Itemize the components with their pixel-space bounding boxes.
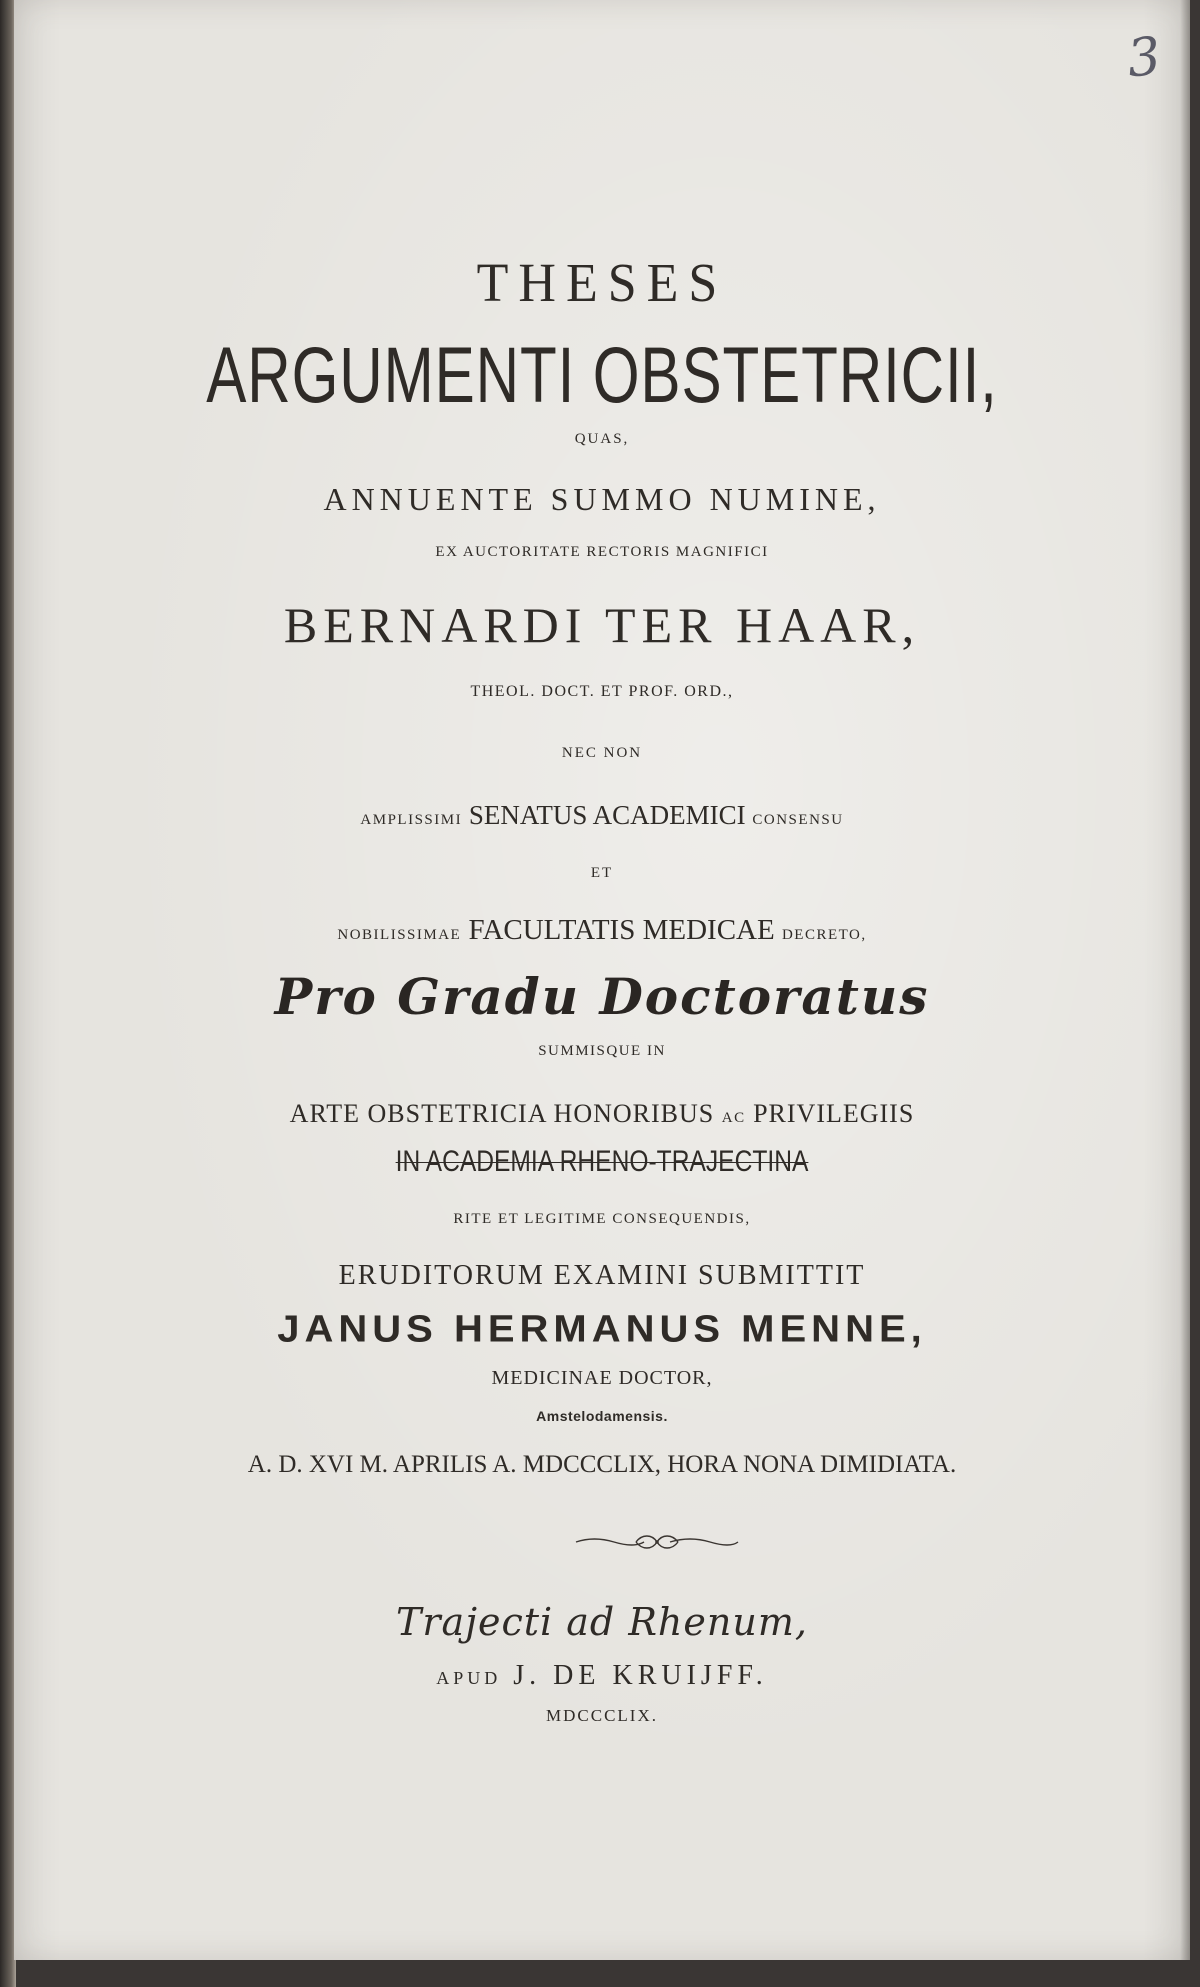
text-consensu: CONSENSU [752, 812, 844, 828]
handwritten-page-number: 3 [1124, 26, 1164, 90]
text-pro-gradu-doctoratus: Pro Gradu Doctoratus [274, 967, 930, 1026]
text-amplissimi: AMPLISSIMI [360, 812, 463, 828]
rector-title: THEOL. DOCT. ET PROF. ORD., [470, 683, 734, 700]
text-facultatis-decreto [14, 916, 1190, 945]
ornament-divider [574, 1532, 740, 1552]
title-theses: THESES [476, 253, 728, 314]
text-nobilissimae: NOBILISSIMAE [337, 927, 462, 943]
imprint-year: MDCCCLIX. [546, 1706, 658, 1725]
author-title: MEDICINAE DOCTOR, [491, 1367, 713, 1389]
defense-date: A. D. XVI M. APRILIS A. MDCCCLIX, HORA NONA DIMIDIATA. [247, 1451, 957, 1478]
imprint-publisher-line [14, 1662, 1190, 1690]
imprint-apud: APUD [436, 1668, 502, 1688]
author-name: JANUS HERMANUS MENNE, [277, 1308, 927, 1350]
imprint-publisher: J. DE KRUIJFF. [513, 1660, 768, 1691]
text-quas: QUAS, [574, 431, 630, 447]
text-academia-rheno-trajectina: IN ACADEMIA RHENO-TRAJECTINA [395, 1145, 809, 1178]
text-facultatis-medicae: FACULTATIS MEDICAE [468, 914, 775, 946]
title-argumenti-obstetricii: ARGUMENTI OBSTETRICII, [206, 331, 998, 419]
text-decreto: DECRETO, [781, 927, 867, 943]
imprint-place: Trajecti ad Rhenum, [396, 1600, 808, 1644]
author-origin: Amstelodamensis. [536, 1408, 668, 1424]
text-nec-non: NEC NON [561, 745, 643, 761]
text-summisque-in: SUMMISQUE IN [538, 1043, 666, 1059]
text-arte-honoribus: ARTE OBSTETRICIA HONORIBUS [289, 1099, 715, 1128]
text-senatus-academici: SENATUS ACADEMICI [468, 800, 746, 830]
text-rite-et-legitime: RITE ET LEGITIME CONSEQUENDIS, [453, 1211, 751, 1227]
title-page [14, 0, 1190, 1960]
rector-name: BERNARDI TER HAAR, [283, 597, 921, 653]
text-privilegiis: PRIVILEGIIS [753, 1099, 915, 1128]
text-et: ET [590, 865, 614, 881]
text-eruditorum-examini: ERUDITORUM EXAMINI SUBMITTIT [338, 1260, 866, 1291]
text-arte-obstetricia [14, 1101, 1190, 1127]
text-ex-auctoritate: EX AUCTORITATE RECTORIS MAGNIFICI [435, 544, 769, 560]
text-annuente-summo-numine: ANNUENTE SUMMO NUMINE, [323, 481, 881, 517]
text-senatus-consensu [14, 802, 1190, 829]
text-ac: AC [721, 1110, 746, 1126]
